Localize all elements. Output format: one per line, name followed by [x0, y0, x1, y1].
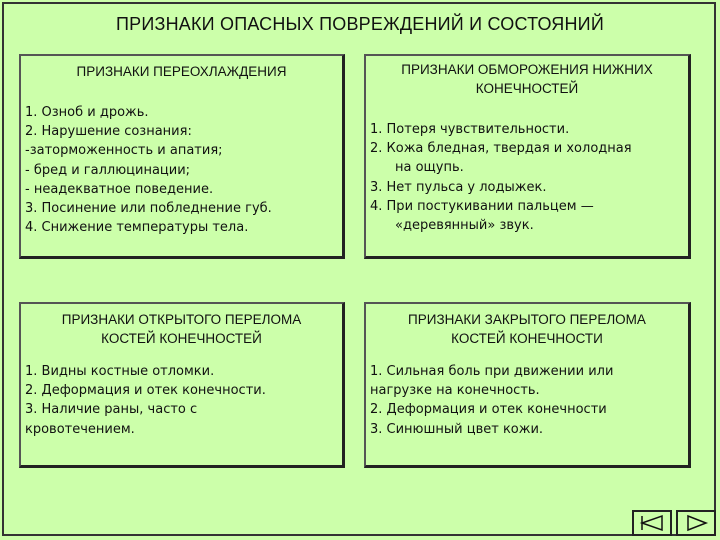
list-item: 3. Посинение или побледнение губ. — [25, 201, 272, 217]
list-item: 4. Снижение температуры тела. — [25, 220, 249, 236]
list-item: 2. Деформация и отек конечности — [370, 402, 607, 418]
list-item: 1. Сильная боль при движении или — [370, 364, 614, 379]
open-fracture-heading-line-1: ПРИЗНАКИ ОТКРЫТОГО ПЕРЕЛОМА — [61, 312, 302, 327]
triangle-left-icon — [638, 514, 666, 532]
list-item: кровотечением. — [25, 421, 135, 437]
frostbite-heading — [366, 60, 688, 98]
list-item: 2. Нарушение сознания: — [25, 124, 192, 140]
closed-fracture-list — [366, 362, 688, 439]
list-item: 2. Кожа бледная, твердая и холодная — [370, 141, 632, 157]
closed-fracture-heading-line-1: ПРИЗНАКИ ЗАКРЫТОГО ПЕРЕЛОМА — [408, 312, 646, 327]
open-fracture-heading — [21, 310, 342, 348]
list-item: 3. Нет пульса у лодыжек. — [370, 179, 547, 195]
list-item: 1. Озноб и дрожь. — [25, 105, 149, 120]
open-fracture-list — [21, 362, 342, 439]
list-item: 3. Синюшный цвет кожи. — [370, 421, 544, 437]
closed-fracture-heading-line-2: КОСТЕЙ КОНЕЧНОСТИ — [451, 331, 603, 346]
list-item: 1. Потеря чувствительности. — [370, 122, 570, 137]
hypothermia-list — [21, 103, 342, 237]
list-item: 2. Деформация и отек конечности. — [25, 383, 266, 399]
open-fracture-heading-line-2: КОСТЕЙ КОНЕЧНОСТЕЙ — [101, 331, 262, 346]
triangle-right-icon — [682, 514, 710, 532]
hypothermia-box — [19, 54, 345, 259]
list-item: 4. При постукивании пальцем — — [370, 198, 594, 214]
page-title: ПРИЗНАКИ ОПАСНЫХ ПОВРЕЖДЕНИЙ И СОСТОЯНИЙ — [116, 14, 604, 34]
next-slide-button[interactable] — [676, 510, 716, 536]
list-item: 1. Видны костные отломки. — [25, 364, 215, 379]
frostbite-heading-line-1: ПРИЗНАКИ ОБМОРОЖЕНИЯ НИЖНИХ — [401, 62, 653, 77]
list-item: нагрузке на конечность. — [370, 383, 540, 399]
closed-fracture-box — [364, 302, 691, 468]
frostbite-box — [364, 54, 691, 259]
previous-slide-button[interactable] — [632, 510, 672, 536]
list-item: - бред и галлюцинации; — [25, 162, 191, 178]
list-item: «деревянный» звук. — [395, 218, 534, 234]
frostbite-heading-line-2: КОНЕЧНОСТЕЙ — [475, 81, 579, 96]
list-item: -заторможенность и апатия; — [25, 143, 223, 159]
list-item: 3. Наличие раны, часто с — [25, 402, 198, 418]
list-item: - неадекватное поведение. — [25, 181, 214, 197]
list-item: на ощупь. — [395, 160, 464, 176]
open-fracture-box — [19, 302, 345, 468]
hypothermia-heading: ПРИЗНАКИ ПЕРЕОХЛАЖДЕНИЯ — [76, 64, 287, 79]
frostbite-list — [366, 120, 688, 235]
closed-fracture-heading — [366, 310, 688, 348]
